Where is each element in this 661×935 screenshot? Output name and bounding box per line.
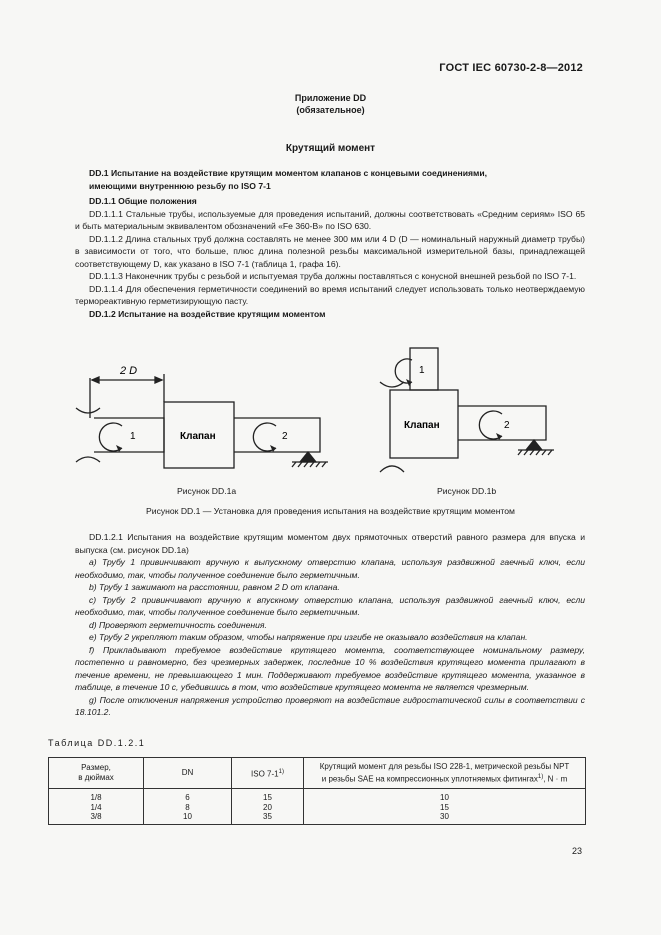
caption-dd1a: Рисунок DD.1a xyxy=(177,486,237,496)
page-number: 23 xyxy=(572,846,583,856)
procedure-step-c: c) Трубу 2 привинчивают вручную к впускному отверстию клапана, используя раздвижной гаечный ключ, если необходимо, так, чтобы полученное соединение было герметичным. xyxy=(75,594,585,617)
pipe-1b-label: 1 xyxy=(419,365,425,376)
section-dd12-title: DD.1.2 Испытание на воздействие крутящим моментом xyxy=(89,308,326,319)
procedure-step-g: g) После отключения напряжения устройство проверяют на воздействие гидростатической силы в соответствии с 18.101.2. xyxy=(75,694,585,717)
paragraph-dd114: DD.1.1.4 Для обеспечения герметичности соединений во время испытаний следует использовать только неотверждаемую термореактивную герметизирующую пасту. xyxy=(75,283,585,306)
figure-dd1a xyxy=(60,350,350,475)
header-size: Размер, в дюймах xyxy=(49,758,144,789)
figure-caption: Рисунок DD.1 — Установка для проведения испытания на воздействие крутящим моментом xyxy=(146,506,515,516)
dimension-label: 2 D xyxy=(120,365,138,377)
header-torque: Крутящий момент для резьбы ISO 228-1, метрической резьбы NPT и резьбы SAE на компрессионных уплотняемых фитингах$^{1)}$, N · m xyxy=(304,758,586,789)
support-triangle-b xyxy=(526,440,542,450)
section-dd1-title: DD.1 Испытание на воздействие крутящим моментом клапанов с концевыми соединениями, xyxy=(89,168,488,178)
clamp-jaw-top xyxy=(76,408,100,413)
standard-number: ГОСТ IEC 60730-2-8—2012 xyxy=(439,62,583,74)
pipe-2-label: 2 xyxy=(282,431,288,442)
section-dd11-title: DD.1.1 Общие положения xyxy=(89,196,197,206)
procedure-intro: DD.1.2.1 Испытания на воздействие крутящим моментом двух прямоточных отверстий равного размера для впуска и выпуска (см. рисунок DD.1a) xyxy=(75,532,585,555)
procedure-step-e: e) Трубу 2 укрепляют таким образом, чтобы напряжение при изгибе не оказывало воздействия на клапан. xyxy=(89,632,528,642)
procedure-step-f: f) Прикладывают требуемое воздействие крутящего момента, соответствующее номинальному размеру, постепенно и равномерно, без чрезмерных задержек, последние 10 % воздействия крутящего момента прилагают в течение времени, не превышающего 1 мин. Поддерживают требуемое воздействие крутящего момента, указанное в таблице, в течение 10 с, убедившись в том, что воздействие крутящего момента не является чрезмерным. xyxy=(75,644,585,692)
annex-title: Приложение DD xyxy=(294,93,367,103)
table-title: Таблица DD.1.2.1 xyxy=(48,738,146,748)
table-header-row xyxy=(49,758,586,789)
paragraph-dd112: DD.1.1.2 Длина стальных труб должна составлять не менее 300 мм или 4 D (D — номинальный наружный диаметр трубы) в зависимости от того, что больше, плюс длина полезной резьбы максимальной измерительной базы, принадлежащей соответствующему D, как указано в ISO 7-1 (таблица 1, графа 16). xyxy=(75,233,585,269)
support-triangle xyxy=(300,452,316,462)
pipe-2b-label: 2 xyxy=(504,420,510,431)
valve-label-b: Клапан xyxy=(404,420,440,431)
clamp-jaw-bottom xyxy=(76,457,100,462)
procedure-step-d: d) Проверяют герметичность соединения. xyxy=(89,619,267,630)
table-row: 1/4 8 20 15 xyxy=(49,803,586,813)
procedure-step-a: a) Трубу 1 привинчивают вручную к выпускному отверстию клапана, используя раздвижной гаечный ключ, если необходимо, так, чтобы полученное соединение было герметичным. xyxy=(75,557,585,580)
header-iso: ISO 7-1$^{1)}$ xyxy=(232,758,304,789)
ground-hatching-b xyxy=(518,450,552,455)
body-text-lower xyxy=(75,531,585,719)
ground-hatching xyxy=(292,462,326,467)
procedure-step-b: b) Трубу 1 зажимают на расстоянии, равном 2 D от клапана. xyxy=(89,582,340,592)
table-row: 1/8 6 15 10 xyxy=(49,789,586,803)
annex-heading: Крутящий момент xyxy=(285,143,376,154)
dimension-arrow-right xyxy=(155,377,162,383)
pipe-2 xyxy=(234,418,320,452)
table-row: 3/8 10 35 30 xyxy=(49,812,586,824)
section-dd1-title-cont: имеющими внутреннюю резьбу по ISO 7-1 xyxy=(89,180,271,191)
torque-table xyxy=(48,757,586,825)
dimension-arrow-left xyxy=(92,377,99,383)
clamp-jaw-bottom-b xyxy=(380,466,404,472)
figure-dd1b xyxy=(372,338,592,478)
valve-label: Клапан xyxy=(180,431,216,442)
pipe-2b xyxy=(458,406,546,440)
pipe-1-label: 1 xyxy=(130,431,136,442)
annex-status: (обязательное) xyxy=(296,105,365,115)
paragraph-dd113: DD.1.1.3 Наконечник трубы с резьбой и испытуемая труба должны поставляться с конусной внешней резьбой по ISO 7-1. xyxy=(89,271,577,281)
header-dn: DN xyxy=(144,758,232,789)
body-text-upper xyxy=(75,167,585,320)
pipe-1 xyxy=(94,418,164,452)
clamp-jaw-top-b xyxy=(380,382,404,387)
caption-dd1b: Рисунок DD.1b xyxy=(437,486,497,496)
paragraph-dd111: DD.1.1.1 Стальные трубы, используемые для проведения испытаний, должны соответствовать «Средним сериям» ISO 65 и быть материальным эквивалентом обозначений «Fe 360-B» по ISO 630. xyxy=(75,208,585,231)
